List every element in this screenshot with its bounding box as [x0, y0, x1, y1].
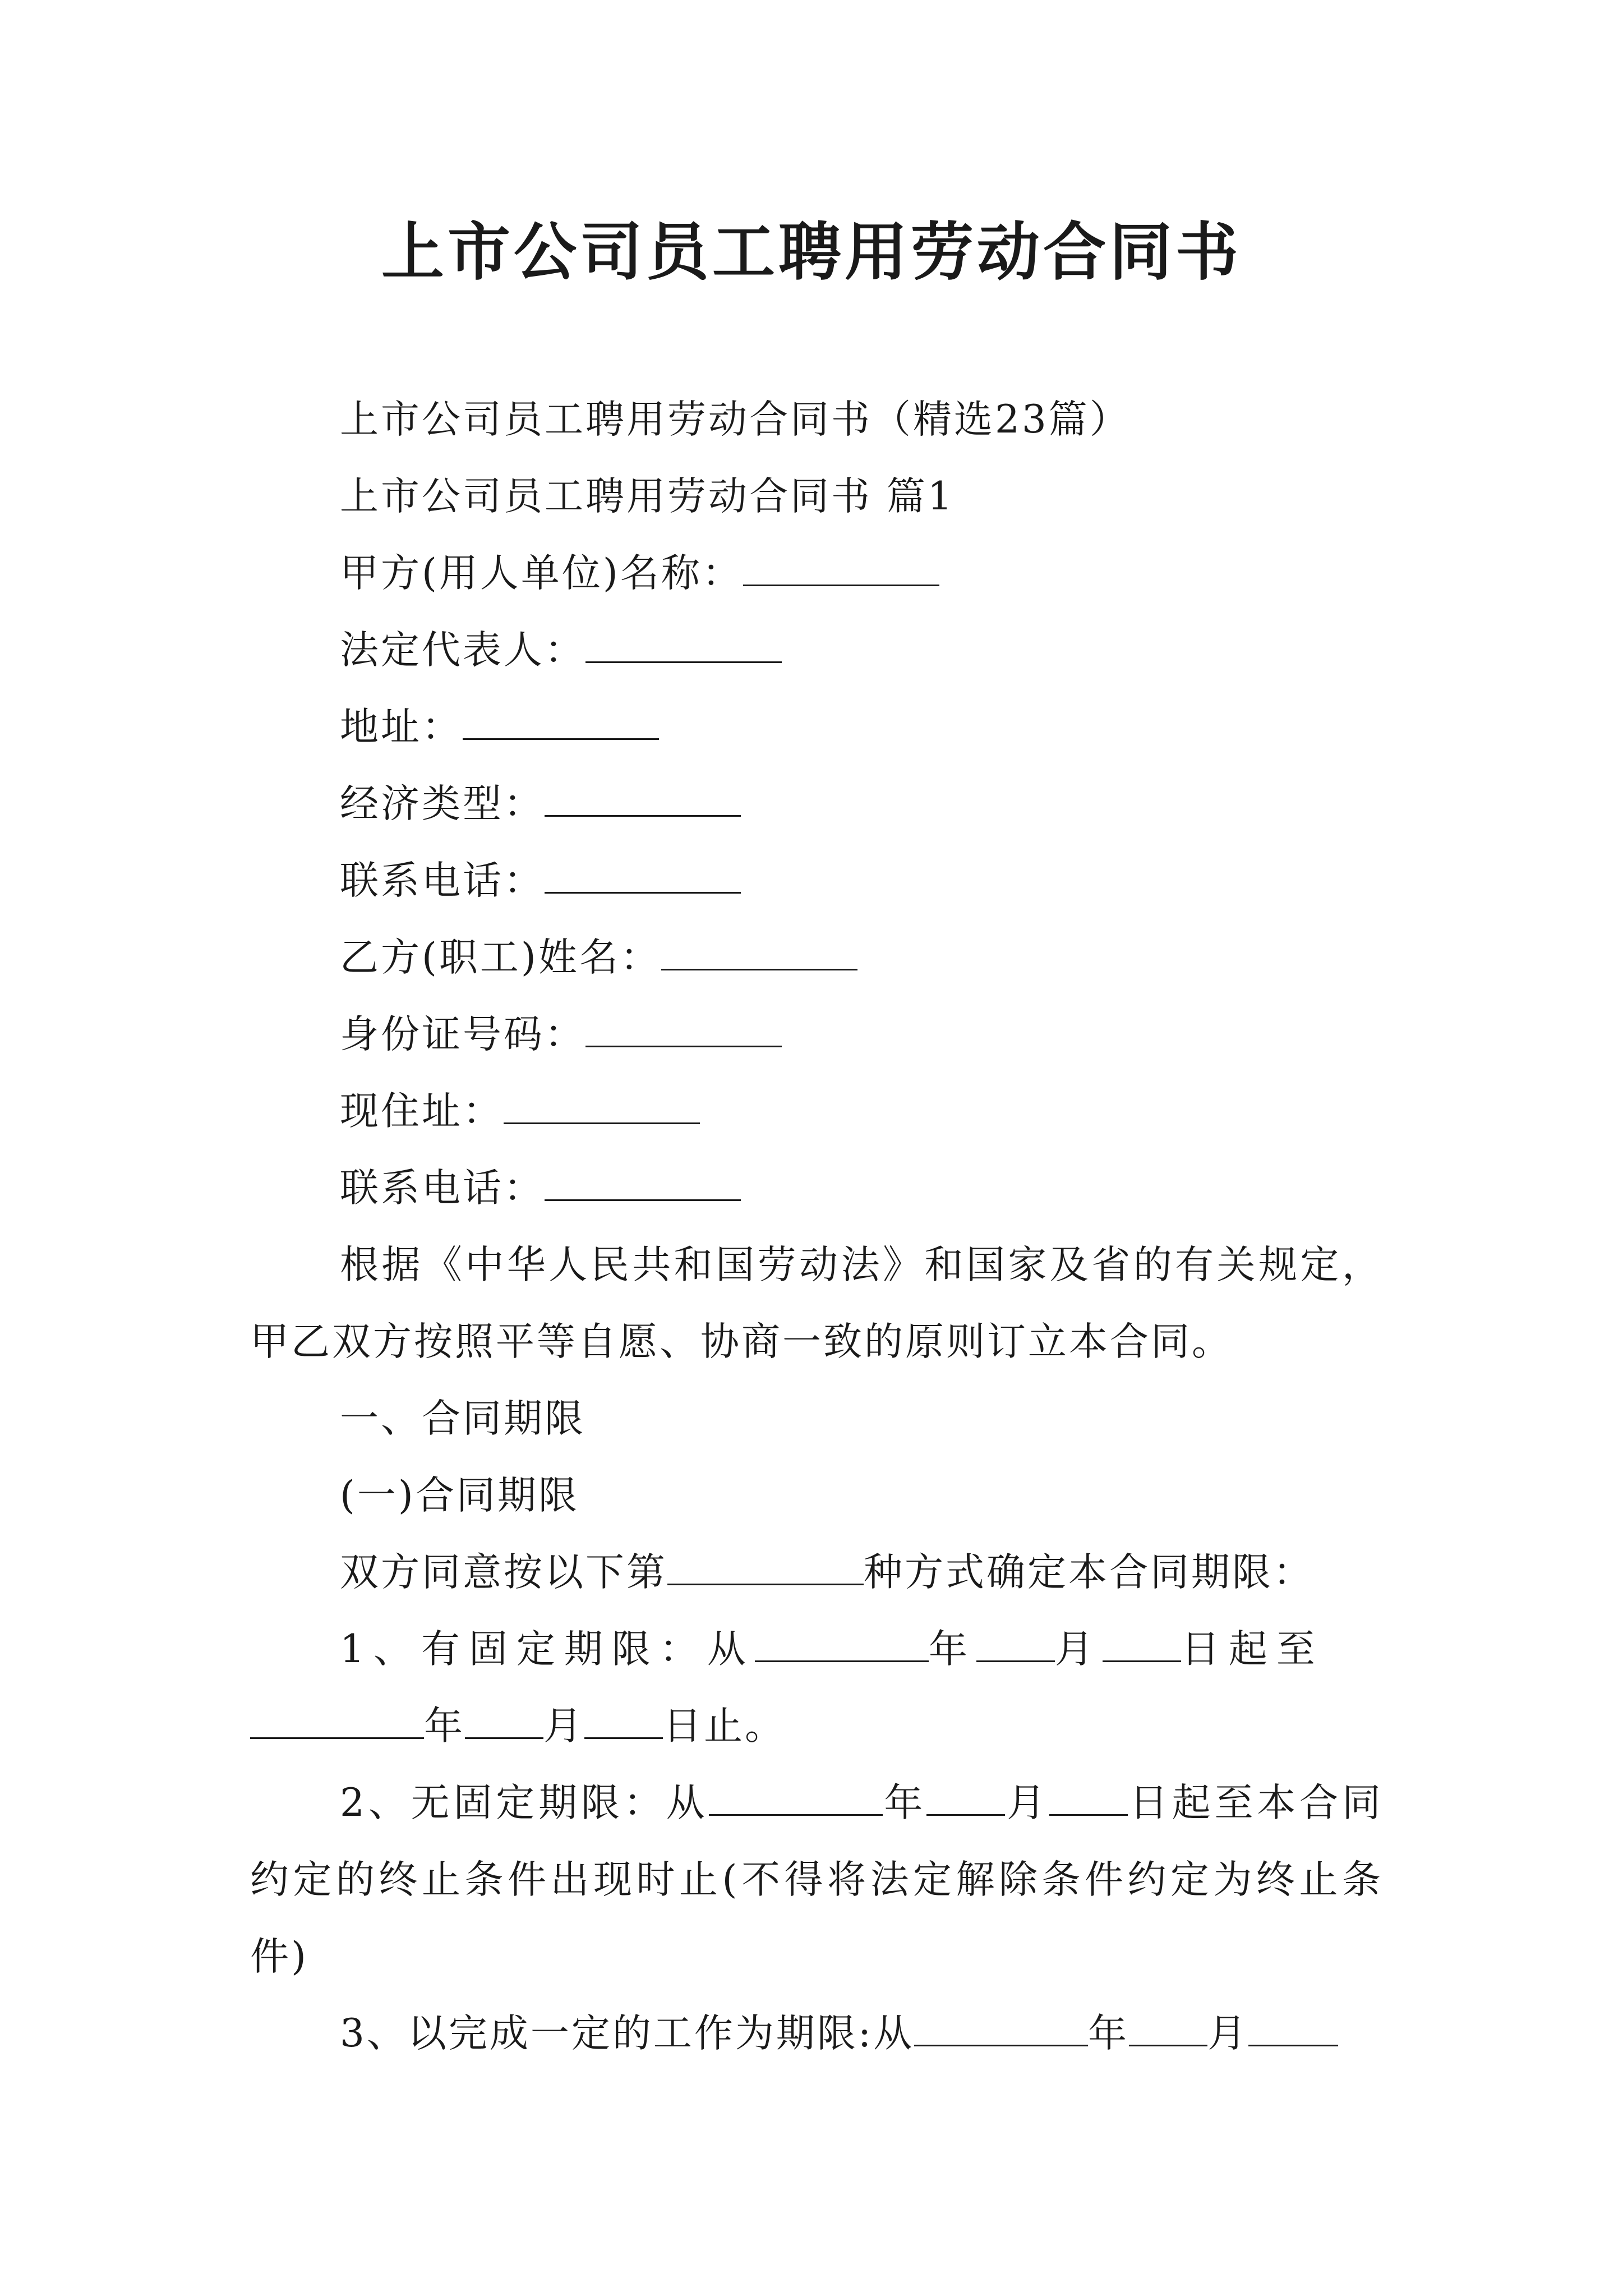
- party-a-econ-blank: [545, 781, 741, 817]
- party-a-rep-label: 法定代表人：: [340, 628, 585, 673]
- method-prefix: 双方同意按以下第: [340, 1550, 667, 1595]
- chapter-heading: 上市公司员工聘用劳动合同书 篇1: [340, 474, 955, 519]
- method-line: [250, 1534, 1383, 1611]
- party-b-id-label: 身份证号码：: [340, 1012, 585, 1057]
- fixed-from-year-blank: [755, 1627, 929, 1662]
- open-term-paragraph: 2、无固定期限：从 年 月 日起至本合同约定的终止条件出现时止(不得将法定解除条件约定为终止条件): [250, 1780, 1384, 1979]
- party-b-name-line: [250, 919, 1383, 996]
- fixed-to-month-blank: [465, 1704, 543, 1739]
- party-a-name-label: 甲方(用人单位)名称：: [340, 551, 743, 596]
- party-b-name-blank: [661, 935, 857, 970]
- party-a-econ-line: [250, 766, 1383, 843]
- party-a-name-line: [250, 535, 1383, 612]
- party-a-address-label: 地址：: [340, 705, 463, 749]
- section-1-heading: 一、合同期限: [340, 1396, 585, 1441]
- document-body: [250, 381, 1383, 2072]
- document-subtitle: 上市公司员工聘用劳动合同书（精选23篇）: [340, 397, 1131, 442]
- fixed-term-line-2: 年 月 日止。: [250, 1688, 1383, 1765]
- party-b-address-label: 现住址：: [340, 1089, 504, 1134]
- fixed-term-prefix: 1、有固定期限：从: [340, 1627, 755, 1672]
- party-b-address-blank: [504, 1089, 700, 1124]
- party-a-rep-blank: [585, 628, 782, 663]
- task-from-day-blank: [1248, 2011, 1338, 2046]
- party-b-id-blank: [585, 1012, 782, 1047]
- party-b-phone-label: 联系电话：: [340, 1166, 545, 1211]
- open-from-day-blank: [1049, 1780, 1128, 1816]
- party-a-phone-blank: [545, 858, 741, 894]
- open-term-prefix: 2、无固定期限：从: [340, 1780, 709, 1825]
- section-1-1-heading: (一)合同期限: [340, 1473, 579, 1518]
- task-from-year-blank: [914, 2011, 1088, 2046]
- task-term-prefix: 3、以完成一定的工作为期限:从: [340, 2011, 915, 2056]
- preamble-paragraph: 根据《中华人民共和国劳动法》和国家及省的有关规定，甲乙双方按照平等自愿、协商一致的原则订立本合同。: [250, 1243, 1383, 1364]
- fixed-term-line-1: 1、有固定期限：从 年 月 日起至: [250, 1611, 1383, 1688]
- party-b-id-line: [250, 996, 1383, 1073]
- open-from-year-blank: [709, 1780, 883, 1816]
- task-term-line: 3、以完成一定的工作为期限:从 年 月: [250, 1995, 1383, 2072]
- party-b-phone-blank: [545, 1166, 741, 1201]
- party-a-phone-line: [250, 843, 1383, 919]
- party-a-econ-label: 经济类型：: [340, 781, 545, 826]
- party-a-address-blank: [463, 705, 659, 740]
- party-a-rep-line: [250, 612, 1383, 689]
- fixed-to-day-blank: [584, 1704, 663, 1739]
- party-b-phone-line: [250, 1150, 1383, 1227]
- fixed-from-day-blank: [1103, 1627, 1181, 1662]
- method-blank: [667, 1550, 864, 1585]
- fixed-from-month-blank: [976, 1627, 1055, 1662]
- party-a-phone-label: 联系电话：: [340, 858, 545, 903]
- party-a-name-blank: [743, 551, 939, 586]
- party-a-address-line: [250, 689, 1383, 766]
- document-title: 上市公司员工聘用劳动合同书: [381, 215, 1242, 289]
- open-from-month-blank: [926, 1780, 1005, 1816]
- party-b-name-label: 乙方(职工)姓名：: [340, 935, 661, 980]
- task-from-month-blank: [1129, 2011, 1207, 2046]
- party-b-address-line: [250, 1073, 1383, 1150]
- fixed-to-year-blank: [250, 1704, 424, 1739]
- method-suffix: 种方式确定本合同期限：: [864, 1550, 1314, 1595]
